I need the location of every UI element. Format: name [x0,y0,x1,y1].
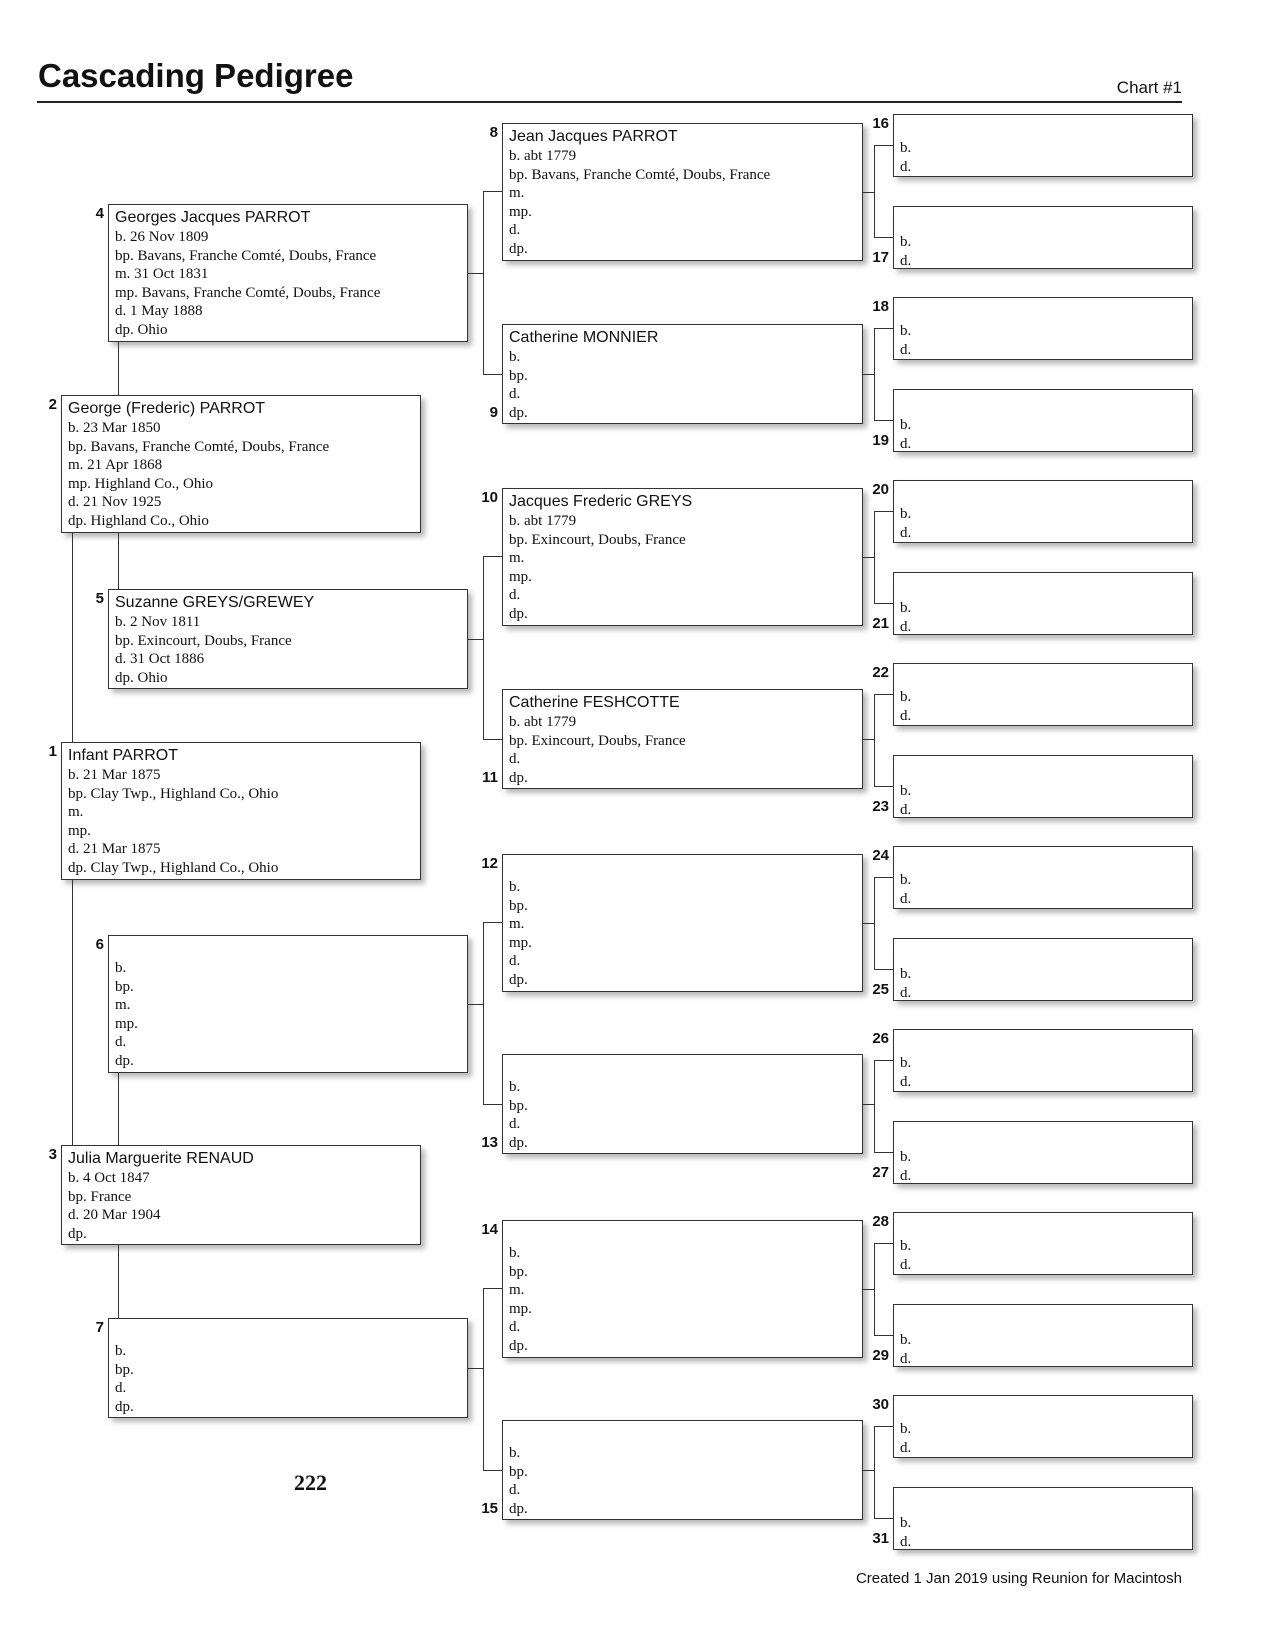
person-fact: d. [509,953,521,969]
person-number: 10 [481,489,498,506]
person-fact: b. [900,140,912,156]
connector-line [863,1104,874,1105]
connector-line [863,374,874,375]
connector-line [874,1518,893,1519]
person-fact: d. [115,1034,127,1050]
person-number: 20 [872,481,889,498]
person-fact: d. [509,1319,521,1335]
person-number: 31 [872,1530,889,1547]
person-fact: b. [115,960,127,976]
person-fact: mp. [509,203,532,220]
person-fact: m. [68,804,84,820]
title-rule [37,101,1182,103]
connector-line [72,880,73,1145]
person-box-6 [108,935,468,1073]
connector-line [863,739,874,740]
person-fact: m. [509,916,525,932]
person-box-1 [61,742,421,880]
connector-line [468,639,483,640]
person-box-17 [893,206,1193,269]
person-fact: bp. Bavans, Franche Comté, Doubs, France [509,166,771,183]
person-fact: dp. Ohio [115,321,168,338]
connector-line [468,1004,483,1005]
person-fact: b. [900,600,912,616]
chart-number: Chart #1 [1116,78,1182,97]
person-fact: d. 21 Nov 1925 [68,494,162,510]
connector-line [483,556,502,557]
chart-title: Cascading Pedigree [38,57,354,94]
connector-line [118,342,119,395]
person-fact: b. [900,689,912,705]
person-fact: b. [900,966,912,982]
person-box-21 [893,572,1193,635]
person-number: 15 [481,1500,498,1517]
person-name [509,1423,862,1444]
person-number: 22 [872,664,889,681]
connector-line [874,603,893,604]
person-fact: d. [900,158,912,175]
person-fact: b. 23 Mar 1850 [68,420,161,436]
person-name: George (Frederic) PARROT [68,400,266,417]
person-box-22 [893,663,1193,726]
footer-credit: Created 1 Jan 2019 using Reunion for Macintosh [855,1570,1182,1587]
person-fact: mp. Highland Co., Ohio [68,475,213,492]
person-fact: mp. [509,934,532,951]
person-fact: b. [900,1149,912,1165]
person-box-10 [502,488,863,626]
person-number: 28 [872,1213,889,1230]
page-number: 222 [294,1470,327,1495]
person-fact: bp. [115,978,134,995]
person-fact: m. [115,997,131,1013]
person-fact: d. [900,1533,912,1550]
person-box-16 [893,114,1193,177]
connector-line [874,694,875,786]
person-fact: dp. [509,605,528,622]
connector-line [874,1335,893,1336]
person-box-30 [893,1395,1193,1458]
connector-line [483,374,502,375]
connector-line [72,533,73,742]
person-name [509,1223,862,1244]
person-fact: d. [509,751,521,767]
connector-line [863,192,874,193]
connector-line [874,145,893,146]
person-box-24 [893,846,1193,909]
person-fact: bp. [509,897,528,914]
person-fact: b. abt 1779 [509,714,577,730]
person-fact: d. [115,1380,127,1396]
person-fact: mp. [115,1015,138,1032]
person-box-26 [893,1029,1193,1092]
connector-line [874,1152,893,1153]
person-number: 17 [872,249,889,266]
person-name [115,938,467,959]
person-box-7 [108,1318,468,1418]
person-fact: bp. France [68,1188,132,1205]
person-fact: bp. [115,1361,134,1378]
person-fact: m. [509,185,525,201]
person-fact: dp. [509,769,528,786]
person-name [509,1057,862,1078]
person-fact: dp. [115,1398,134,1415]
person-name: Suzanne GREYS/GREWEY [115,594,315,611]
connector-line [874,1426,893,1427]
person-fact: d. [509,1482,521,1498]
person-fact: d. [900,984,912,1001]
person-fact: d. [509,386,521,402]
person-fact: m. [509,1282,525,1298]
person-fact: mp. [509,1300,532,1317]
person-fact: d. 21 Mar 1875 [68,841,161,857]
person-number: 30 [872,1396,889,1413]
person-fact: b. [900,234,912,250]
person-fact: d. [900,1439,912,1456]
person-fact: d. [900,801,912,818]
person-name: Jacques Frederic GREYS [509,493,693,510]
person-fact: dp. [509,1337,528,1354]
person-number: 7 [95,1319,104,1336]
connector-line [874,511,875,603]
person-fact: m. [509,550,525,566]
person-fact: dp. [509,971,528,988]
person-box-28 [893,1212,1193,1275]
connector-line [483,922,502,923]
connector-line [874,1243,875,1335]
person-fact: b. [900,783,912,799]
person-fact: b. 21 Mar 1875 [68,767,161,783]
person-fact: bp. [509,1263,528,1280]
person-name [115,1321,467,1342]
person-box-13 [502,1054,863,1154]
connector-line [483,1104,502,1105]
person-fact: bp. Bavans, Franche Comté, Doubs, France [115,247,377,264]
person-fact: d. [900,252,912,269]
person-fact: d. [900,341,912,358]
connector-line [863,557,874,558]
connector-line [874,877,893,878]
person-fact: d. [509,1116,521,1132]
person-number: 18 [872,298,889,315]
connector-line [874,694,893,695]
person-fact: d. [900,524,912,541]
person-fact: bp. [509,1097,528,1114]
connector-line [483,556,484,739]
person-number: 19 [872,432,889,449]
person-name: Julia Marguerite RENAUD [68,1150,254,1167]
person-fact: b. [900,506,912,522]
person-box-9 [502,324,863,424]
person-fact: m. 21 Apr 1868 [68,457,163,473]
person-number: 25 [872,981,889,998]
person-box-8 [502,123,863,261]
person-box-25 [893,938,1193,1001]
person-fact: mp. [68,822,91,839]
connector-line [863,1289,874,1290]
person-fact: d. [900,1350,912,1367]
person-number: 6 [95,936,104,953]
person-number: 1 [48,743,57,760]
person-fact: dp. Highland Co., Ohio [68,512,209,529]
connector-line [118,1073,119,1145]
person-number: 14 [481,1221,498,1238]
connector-line [483,1288,502,1289]
person-box-23 [893,755,1193,818]
person-number: 21 [872,615,889,632]
person-fact: b. [509,1445,521,1461]
person-fact: b. [900,1055,912,1071]
person-fact: bp. Bavans, Franche Comté, Doubs, France [68,438,330,455]
connector-line [874,145,875,237]
connector-line [483,922,484,1104]
person-box-4 [108,204,468,342]
person-box-31 [893,1487,1193,1550]
person-fact: dp. [115,1052,134,1069]
connector-line [874,1060,893,1061]
connector-line [874,237,893,238]
connector-line [874,877,875,969]
person-number: 26 [872,1030,889,1047]
person-number: 24 [872,847,889,864]
person-fact: dp. [509,404,528,421]
person-number: 9 [489,404,498,421]
person-box-2 [61,395,421,533]
person-fact: dp. [509,1134,528,1151]
person-fact: mp. [509,568,532,585]
person-fact: dp. [68,1225,87,1242]
connector-line [483,1288,484,1470]
connector-line [483,1470,502,1471]
connector-line [874,328,893,329]
person-number: 13 [481,1134,498,1151]
person-fact: b. [509,349,521,365]
person-box-19 [893,389,1193,452]
person-fact: b. [509,1079,521,1095]
person-fact: b. [900,417,912,433]
person-box-14 [502,1220,863,1358]
connector-line [874,328,875,420]
person-fact: b. [509,1245,521,1261]
person-fact: b. abt 1779 [509,513,577,529]
person-fact: b. [900,1515,912,1531]
person-box-27 [893,1121,1193,1184]
person-box-15 [502,1420,863,1520]
person-fact: d. 31 Oct 1886 [115,651,205,667]
person-fact: d. [900,618,912,635]
person-fact: dp. Clay Twp., Highland Co., Ohio [68,859,279,876]
person-fact: d. [900,435,912,452]
person-number: 5 [95,590,104,607]
person-box-20 [893,480,1193,543]
person-fact: b. 4 Oct 1847 [68,1170,150,1186]
connector-line [468,1368,483,1369]
person-fact: dp. [509,240,528,257]
person-fact: bp. Exincourt, Doubs, France [115,632,292,649]
connector-line [118,1245,119,1318]
person-number: 11 [482,769,498,786]
person-fact: d. [900,1073,912,1090]
person-number: 27 [872,1164,889,1181]
person-box-11 [502,689,863,789]
connector-line [874,1426,875,1518]
connector-line [468,273,483,274]
person-box-12 [502,854,863,992]
connector-line [874,969,893,970]
person-number: 16 [872,115,889,132]
person-fact: d. [900,890,912,907]
person-box-29 [893,1304,1193,1367]
person-fact: d. [900,1167,912,1184]
person-fact: bp. Clay Twp., Highland Co., Ohio [68,785,279,802]
person-fact: dp. [509,1500,528,1517]
connector-line [874,786,893,787]
connector-line [874,420,893,421]
person-fact: d. [509,587,521,603]
person-fact: dp. Ohio [115,669,168,686]
person-fact: bp. Exincourt, Doubs, France [509,531,686,548]
person-box-18 [893,297,1193,360]
person-fact: b. [115,1343,127,1359]
person-box-3 [61,1145,421,1245]
person-fact: d. [900,707,912,724]
connector-line [118,533,119,589]
connector-line [874,1060,875,1152]
person-fact: b. [900,872,912,888]
person-fact: b. abt 1779 [509,148,577,164]
person-number: 3 [48,1146,57,1163]
person-fact: bp. Exincourt, Doubs, France [509,732,686,749]
person-fact: d. [900,1256,912,1273]
person-fact: d. [509,222,521,238]
person-box-5 [108,589,468,689]
person-name: Catherine MONNIER [509,329,659,346]
person-name [509,857,862,878]
connector-line [483,191,502,192]
person-fact: bp. [509,367,528,384]
connector-line [874,1243,893,1244]
connector-line [483,191,484,374]
person-fact: b. 26 Nov 1809 [115,229,209,245]
person-fact: b. [900,1332,912,1348]
person-name: Infant PARROT [68,747,178,764]
connector-line [483,739,502,740]
person-fact: m. 31 Oct 1831 [115,266,209,282]
person-name: Jean Jacques PARROT [509,128,678,145]
person-name: Catherine FESHCOTTE [509,694,680,711]
person-number: 2 [48,396,57,413]
person-name: Georges Jacques PARROT [115,209,311,226]
person-number: 4 [95,205,104,222]
person-fact: d. 20 Mar 1904 [68,1207,161,1223]
person-fact: b. [509,879,521,895]
person-fact: d. 1 May 1888 [115,303,203,319]
person-number: 23 [872,798,889,815]
person-number: 8 [489,124,498,141]
person-fact: b. [900,323,912,339]
person-number: 29 [872,1347,889,1364]
person-fact: mp. Bavans, Franche Comté, Doubs, France [115,284,381,301]
person-fact: b. 2 Nov 1811 [115,614,201,630]
person-fact: b. [900,1238,912,1254]
person-number: 12 [481,855,498,872]
connector-line [863,923,874,924]
person-fact: b. [900,1421,912,1437]
connector-line [874,511,893,512]
person-fact: bp. [509,1463,528,1480]
connector-line [863,1470,874,1471]
